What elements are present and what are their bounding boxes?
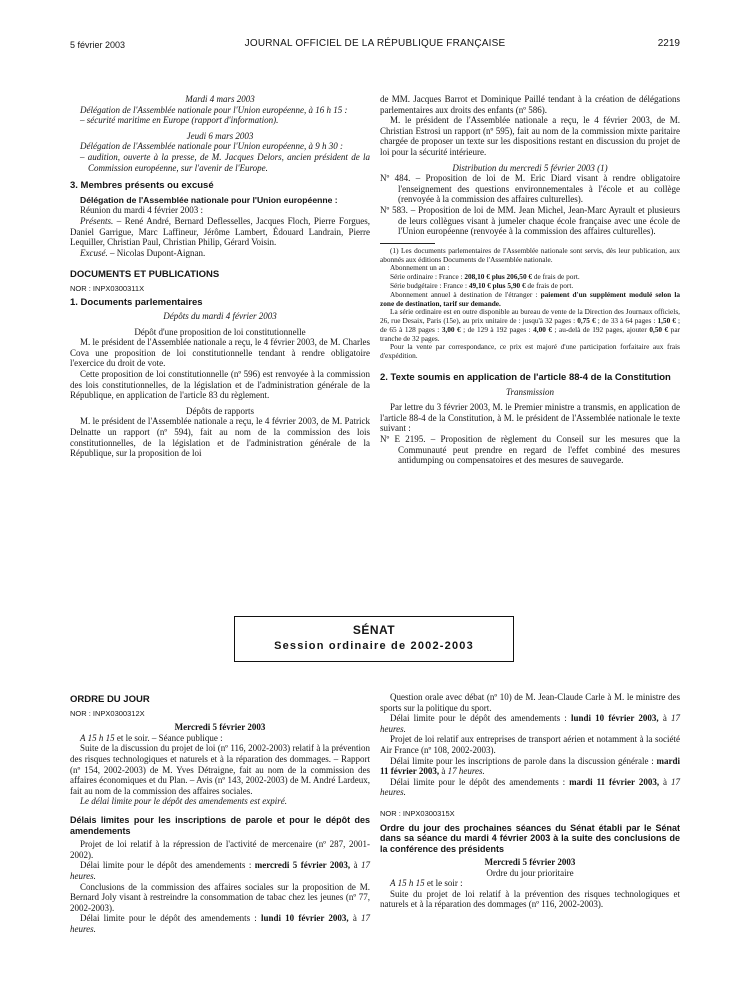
- text: Délai limite pour le dépôt des amendements :: [390, 713, 571, 724]
- nor-reference: NOR : INPX0300315X: [380, 808, 455, 818]
- paragraph: Conclusions de la commission des affaires sociales sur la proposition de M. Bernard Joly visant à restreindre la consommation de tabac chez les jeunes (nº 77, 2002-2003).: [70, 881, 370, 913]
- price: 0,50 €: [649, 324, 669, 334]
- paragraph: Réunion du mardi 4 février 2003 :: [80, 205, 203, 216]
- text: de frais de port.: [525, 280, 574, 290]
- price: 3,00 €: [441, 324, 461, 334]
- subheading: Dépôts de rapports: [186, 405, 254, 416]
- date-heading: Mercredi 5 février 2003: [484, 857, 576, 868]
- text: Délai limite pour les inscriptions de parole dans la discussion générale :: [390, 755, 657, 766]
- right-top-column: [380, 94, 680, 466]
- left-bottom-column: [70, 692, 370, 934]
- section-heading: Délais limites pour les inscriptions de parole et pour le dépôt des amendements: [70, 814, 370, 836]
- price: 0,75 €: [577, 316, 596, 326]
- price: 49,10 € plus 5,90 €: [468, 280, 526, 290]
- header-page-number: 2219: [657, 38, 680, 49]
- paragraph: Par lettre du 3 février 2003, M. le Premier ministre a transmis, en application de l'article 88-4 de la Constitution, à M. le président de l'Assemblée nationale le texte suivant :: [380, 402, 680, 434]
- date-heading: Mardi 4 mars 2003: [185, 94, 255, 104]
- subheading: Ordre du jour prioritaire: [486, 867, 574, 878]
- text: Abonnement annuel à destination de l'étranger :: [390, 289, 541, 299]
- section-heading: DOCUMENTS ET PUBLICATIONS: [70, 269, 220, 281]
- footnote-text: [380, 308, 680, 343]
- nor-reference: NOR : INPX0300311X: [70, 283, 145, 293]
- text: par tranche de 32 pages.: [380, 324, 680, 343]
- text: et le soir. – Séance publique :: [114, 732, 223, 743]
- text: – René André, Bernard Deflesselles, Jacques Floch, Pierre Forgues, Daniel Garrigue, Marc Laffineur, Jérôme Lambert, Édouard Landrain, Pierre Lequiller, Christian Paul, Christian Philip, Gérard Voisin.: [70, 215, 370, 248]
- text-bold: paiement d'un supplément modulé selon la zone de destination, tarif sur demande.: [380, 289, 680, 308]
- time: 17 heures.: [70, 913, 370, 934]
- footnote-text: [380, 291, 680, 309]
- date-heading: Mercredi 5 février 2003: [174, 722, 266, 733]
- footnote-rule: [380, 243, 435, 244]
- left-top-column: [70, 94, 370, 459]
- time: 17 heures.: [447, 766, 485, 777]
- text: à: [348, 913, 361, 924]
- date-heading: Dépôts du mardi 4 février 2003: [163, 311, 277, 322]
- paragraph: Projet de loi relatif aux entreprises de transport aérien et notamment à la société Air France (nº 108, 2002-2003).: [380, 734, 680, 755]
- paragraph: – audition, ouverte à la presse, de M. Jacques Delors, ancien président de la Commission européenne, sur l'avenir de l'Europe.: [80, 151, 370, 173]
- text: à: [658, 713, 671, 724]
- section-heading: ORDRE DU JOUR: [70, 694, 150, 705]
- senat-session: Session ordinaire de 2002-2003: [274, 640, 474, 652]
- text: à: [659, 776, 671, 787]
- paragraph: [70, 216, 370, 248]
- paragraph: Question orale avec débat (nº 10) de M. Jean-Claude Carle à M. le ministre des sports sur la politique du sport.: [380, 692, 680, 713]
- deadline: lundi 10 février 2003,: [570, 713, 659, 724]
- section-heading: Ordre du jour des prochaines séances du Sénat établi par le Sénat dans sa séance du mardi 4 février 2003 à la suite des conclusions de la conférence des présidents: [380, 822, 680, 854]
- paragraph: Projet de loi relatif à la répression de l'activité de mercenaire (nº 287, 2001-2002).: [70, 839, 370, 860]
- price: 1,50 €: [657, 316, 676, 326]
- paragraph: – sécurité maritime en Europe (rapport d'information).: [80, 115, 279, 126]
- text: et le soir :: [424, 878, 463, 889]
- deadline: mardi 11 février 2003,: [569, 776, 660, 787]
- list-item: Nº E 2195. – Proposition de règlement du Conseil sur les mesures que la Communauté peut prendre en regard de l'effet combiné des mesures antidumping ou compensatoires et des mesures de sauvegarde.: [380, 434, 680, 466]
- paragraph: Cette proposition de loi constitutionnelle (nº 596) est renvoyée à la commission des lois constitutionnelles, de la législation et de l'administration générale de la République, en application de l'article 83 du règlement.: [70, 369, 370, 401]
- paragraph: [70, 248, 370, 259]
- paragraph: Suite du projet de loi relatif à la prévention des risques technologiques et naturels et à la réparation des dommages (nº 116, 2002-2003).: [380, 888, 680, 910]
- footnote-text: Pour la vente par correspondance, ce prix est majoré d'une participation forfaitaire aux frais d'expédition.: [380, 342, 680, 361]
- text: Délai limite pour le dépôt des amendements :: [80, 913, 261, 924]
- price: 4,00 €: [533, 324, 553, 334]
- text: ; de 33 à 64 pages :: [595, 316, 658, 326]
- paragraph: [380, 756, 680, 777]
- paragraph: [380, 878, 680, 889]
- section-heading: 2. Texte soumis en application de l'article 88-4 de la Constitution: [380, 372, 671, 384]
- text: Délai limite pour le dépôt des amendements :: [80, 860, 255, 871]
- paragraph: M. le président de l'Assemblée nationale a reçu, le 4 février 2003, de M. Christian Estrosi un rapport (nº 595), fait au nom de la commission mixte paritaire chargée de proposer un texte sur les dispositions restant en discussion du projet de loi pour la sécurité intérieure.: [380, 115, 680, 157]
- paragraph: Délégation de l'Assemblée nationale pour l'Union européenne, à 16 h 15 :: [80, 104, 348, 115]
- paragraph: Le délai limite pour le dépôt des amendements est expiré.: [80, 796, 287, 807]
- header-date: 5 février 2003: [70, 40, 126, 50]
- deadline: mardi 11 février 2003,: [380, 755, 680, 777]
- header-journal-title: JOURNAL OFFICIEL DE LA RÉPUBLIQUE FRANÇAISE: [244, 38, 506, 49]
- deadline: lundi 10 février 2003,: [260, 913, 349, 924]
- footnote-text: Abonnement un an :: [390, 263, 450, 273]
- text: Délai limite pour le dépôt des amendements :: [390, 776, 570, 787]
- label-excuse: Excusé.: [80, 247, 108, 258]
- paragraph: Délégation de l'Assemblée nationale pour l'Union européenne, à 9 h 30 :: [80, 141, 343, 152]
- time: 17 heures.: [70, 860, 370, 881]
- time: 17 heures.: [380, 776, 680, 798]
- section-heading: 1. Documents parlementaires: [70, 296, 203, 308]
- text: Série ordinaire : France :: [390, 272, 465, 282]
- text: ; au-delà de 192 pages, ajouter: [552, 324, 650, 334]
- subheading: Transmission: [505, 386, 555, 397]
- text: de frais de port.: [532, 272, 580, 282]
- nor-reference: NOR : INPX0300312X: [70, 708, 145, 718]
- paragraph: Délégation de l'Assemblée nationale pour l'Union européenne :: [80, 194, 338, 205]
- paragraph: M. le président de l'Assemblée nationale a reçu, le 4 février 2003, de M. Charles Cova une proposition de loi constitutionnelle tendant à rendre obligatoire l'exercice du droit de vote.: [70, 337, 370, 369]
- text: à: [439, 766, 448, 777]
- section-heading: 3. Membres présents ou excusé: [70, 180, 214, 192]
- paragraph: [380, 713, 680, 734]
- paragraph: Suite de la discussion du projet de loi (nº 116, 2002-2003) relatif à la prévention des risques technologiques et naturels et à la réparation des dommages. – Rapport (nº 154, 2002-2003) de M. Yves Détraigne, fait au nom de la commission des affaires économiques et du Plan. – Avis (nº 143, 2002-2003) de M. André Lardeux, fait au nom de la commission des affaires sociales.: [70, 743, 370, 796]
- page-header: [70, 38, 680, 54]
- text: La série ordinaire est en outre disponible au bureau de vente de la Direction des Journaux officiels, 26, rue Desaix, Paris (15e), au prix unitaire de : jusqu'à 32 pages :: [380, 307, 680, 326]
- paragraph: M. le président de l'Assemblée nationale a reçu, le 4 février 2003, de M. Patrick Delnatte un rapport (nº 594), fait au nom de la commission des lois constitutionnelles, de la législation et de l'administration générale de la République, sur la proposition de loi: [70, 416, 370, 459]
- date-heading: Jeudi 6 mars 2003: [186, 130, 254, 141]
- paragraph: [70, 733, 370, 744]
- text: Série budgétaire : France :: [390, 280, 469, 290]
- text: – Nicolas Dupont-Aignan.: [107, 247, 206, 258]
- subheading: Dépôt d'une proposition de loi constitutionnelle: [134, 326, 306, 337]
- date-heading: Distribution du mercredi 5 février 2003 (1): [452, 162, 608, 173]
- footnote-text: (1) Les documents parlementaires de l'Assemblée nationale sont servis, dès leur publication, aux abonnés aux éditions Documents de l'Assemblée nationale.: [380, 245, 680, 264]
- paragraph: [70, 860, 370, 881]
- text: à: [350, 860, 361, 871]
- senat-title: SÉNAT: [352, 623, 396, 637]
- price: 208,10 € plus 206,50 €: [464, 272, 533, 282]
- paragraph: [70, 913, 370, 934]
- list-item: Nº 583. – Proposition de loi de MM. Jean Michel, Jean-Marc Ayrault et plusieurs de leurs collègues visant à jumeler chaque école française avec une école de l'Union européenne (renvoyée à la commission des affaires culturelles).: [380, 204, 680, 237]
- footnote: [380, 247, 680, 361]
- list-item: Nº 484. – Proposition de loi de M. Eric Diard visant à rendre obligatoire l'enseignement des questions environnementales à l'école et au collège (renvoyée à la commission des affaires culturelles).: [380, 173, 680, 205]
- text: ; de 65 à 128 pages :: [380, 316, 680, 334]
- label-presents: Présents.: [80, 215, 114, 226]
- paragraph: [380, 777, 680, 798]
- right-bottom-column: [380, 692, 680, 910]
- time: A 15 h 15: [390, 878, 425, 889]
- senat-title-box: [234, 616, 514, 662]
- text: ; de 129 à 192 pages :: [460, 324, 534, 334]
- time: A 15 h 15: [80, 732, 115, 743]
- paragraph: de MM. Jacques Barrot et Dominique Paillé tendant à la création de délégations parlementaires aux droits des enfants (nº 586).: [380, 94, 680, 115]
- time: 17 heures.: [380, 713, 680, 734]
- deadline: mercredi 5 février 2003,: [254, 860, 351, 871]
